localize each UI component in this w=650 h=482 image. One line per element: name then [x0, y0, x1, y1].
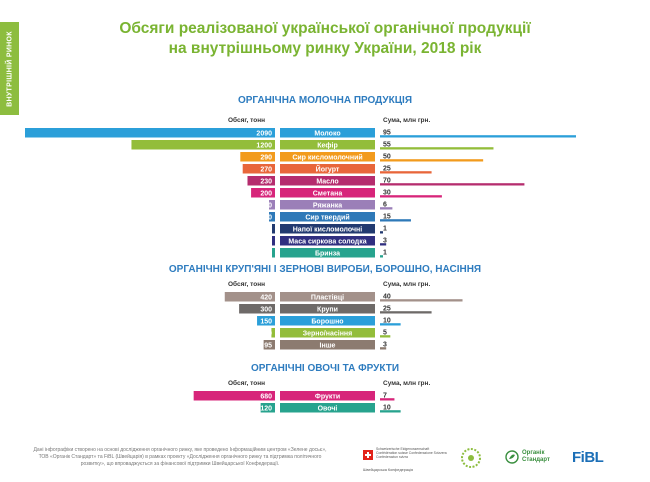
category-label-grains-3: Зерно/насіння — [302, 330, 353, 338]
volume-header-2: Обсяг, тонн — [228, 281, 266, 288]
volume-value-fruits-1: 120 — [260, 405, 272, 413]
sum-value-dairy-2: 50 — [383, 153, 391, 161]
category-label-fruits-1: Овочі — [317, 405, 338, 413]
sum-value-grains-0: 40 — [383, 293, 391, 301]
fibl-logo: FiBL — [572, 449, 604, 466]
sum-bar-dairy-1 — [380, 147, 493, 149]
category-label-dairy-6: Ряжанка — [312, 202, 343, 210]
volume-value-dairy-3: 270 — [260, 166, 272, 174]
chart-title-line2: на внутрішньому ринку України, 2018 рік — [168, 40, 482, 57]
swiss-logo-subtext: Швейцарська Конфедерація — [363, 468, 414, 472]
sum-value-grains-3: 5 — [383, 329, 387, 337]
volume-value-dairy-6: 50 — [264, 202, 272, 210]
sum-value-dairy-10: 1 — [383, 249, 387, 257]
volume-value-dairy-8: 20 — [264, 226, 272, 234]
volume-value-dairy-9: 15 — [264, 238, 272, 246]
organic-standard-label: Органік Стандарт — [522, 450, 550, 463]
category-label-dairy-7: Сир твердий — [305, 214, 350, 222]
volume-bar-dairy-10 — [272, 248, 275, 258]
category-label-dairy-9: Маса сиркова солодка — [288, 238, 367, 246]
sum-value-grains-2: 10 — [383, 317, 391, 325]
sum-value-dairy-6: 6 — [383, 201, 387, 209]
section-title-fruits: ОРГАНІЧНІ ОВОЧІ ТА ФРУКТИ — [250, 363, 400, 374]
volume-bar-dairy-9 — [272, 236, 275, 246]
sum-value-dairy-3: 25 — [383, 165, 391, 173]
section-title-dairy: ОРГАНІЧНА МОЛОЧНА ПРОДУКЦІЯ — [237, 95, 413, 106]
sum-value-grains-1: 25 — [383, 305, 391, 313]
sum-bar-grains-0 — [380, 299, 463, 301]
volume-value-dairy-0: 2090 — [256, 130, 272, 138]
wreath-logo — [458, 446, 484, 475]
sum-bar-dairy-4 — [380, 183, 524, 185]
volume-value-fruits-0: 680 — [260, 393, 272, 401]
leaf-circle-icon — [505, 450, 519, 464]
volume-value-dairy-7: 50 — [264, 214, 272, 222]
sum-value-dairy-7: 15 — [383, 213, 391, 221]
volume-value-grains-4: 95 — [264, 342, 272, 350]
category-label-fruits-0: Фрукти — [314, 393, 341, 401]
side-tab-label: ВНУТРІШНІЙ РИНОК — [6, 30, 13, 107]
organic-standard-logo — [505, 450, 550, 469]
volume-bar-dairy-0 — [25, 128, 275, 138]
volume-value-grains-2: 150 — [260, 318, 272, 326]
category-label-grains-2: Борошно — [311, 318, 344, 326]
volume-value-dairy-1: 1200 — [256, 142, 272, 150]
sum-header-3: Сума, млн грн. — [383, 380, 431, 387]
chart-title-line1: Обсяги реалізованої української органічної продукції — [119, 20, 531, 37]
section-title-grains: ОРГАНІЧНІ КРУП'ЯНІ І ЗЕРНОВІ ВИРОБИ, БОРОШНО, НАСІННЯ — [168, 264, 482, 275]
sum-value-dairy-5: 30 — [383, 189, 391, 197]
volume-value-grains-3: 30 — [264, 330, 272, 338]
volume-bar-dairy-8 — [272, 224, 275, 234]
sum-value-dairy-9: 3 — [383, 237, 387, 245]
volume-value-dairy-4: 230 — [260, 178, 272, 186]
volume-value-grains-1: 300 — [260, 306, 272, 314]
sum-bar-dairy-0 — [380, 135, 576, 137]
volume-value-dairy-5: 200 — [260, 190, 272, 198]
sum-value-dairy-4: 70 — [383, 177, 391, 185]
swiss-flag-icon — [363, 450, 373, 460]
volume-bar-dairy-1 — [131, 140, 275, 150]
category-label-dairy-10: Бринза — [314, 250, 341, 258]
category-label-grains-1: Крупи — [317, 306, 338, 314]
sum-bar-dairy-2 — [380, 159, 483, 161]
sum-value-dairy-8: 1 — [383, 225, 387, 233]
wreath-icon — [458, 446, 484, 470]
volume-value-dairy-2: 290 — [260, 154, 272, 162]
category-label-grains-0: Пластівці — [310, 294, 345, 302]
category-label-dairy-1: Кефір — [317, 142, 338, 150]
category-label-dairy-8: Напої кисломолочні — [292, 226, 363, 234]
sum-header-1: Сума, млн грн. — [383, 117, 431, 124]
volume-value-dairy-10: 4 — [268, 250, 272, 258]
category-label-dairy-5: Сметана — [312, 190, 343, 198]
sum-value-grains-4: 3 — [383, 341, 387, 349]
volume-header-1: Обсяг, тонн — [228, 117, 266, 124]
sum-value-dairy-0: 95 — [383, 129, 391, 137]
category-label-dairy-4: Масло — [316, 178, 339, 186]
volume-value-grains-0: 420 — [260, 294, 272, 302]
category-label-dairy-3: Йогурт — [315, 166, 340, 174]
sum-value-dairy-1: 55 — [383, 141, 391, 149]
sum-value-fruits-0: 7 — [383, 392, 387, 400]
swiss-logo-text: Schweizerische Eidgenossenschaft Confédération suisse Confederazione Svizzera Confederaziun svizra — [376, 447, 447, 459]
category-label-dairy-0: Молоко — [314, 130, 341, 138]
volume-header-3: Обсяг, тонн — [228, 380, 266, 387]
category-label-dairy-2: Сир кисломолочний — [292, 154, 363, 162]
sum-value-fruits-1: 10 — [383, 404, 391, 412]
swiss-logo — [363, 447, 447, 472]
footer-text: Дані інфографіки створено на основі дослідження органічного ринку, яке проведено Інформаційним центром «Зелене досьє», ТОВ «Органік Стандарт» та FiBL (Швейцарія) в рамках проекту «Дослідження органічного ринку та підтримка політичного розвитку», що впроваджується за фінансової підтримки Швейцарської Конфедерації. — [33, 447, 327, 467]
sum-header-2: Сума, млн грн. — [383, 281, 431, 288]
category-label-grains-4: Інше — [319, 342, 336, 350]
